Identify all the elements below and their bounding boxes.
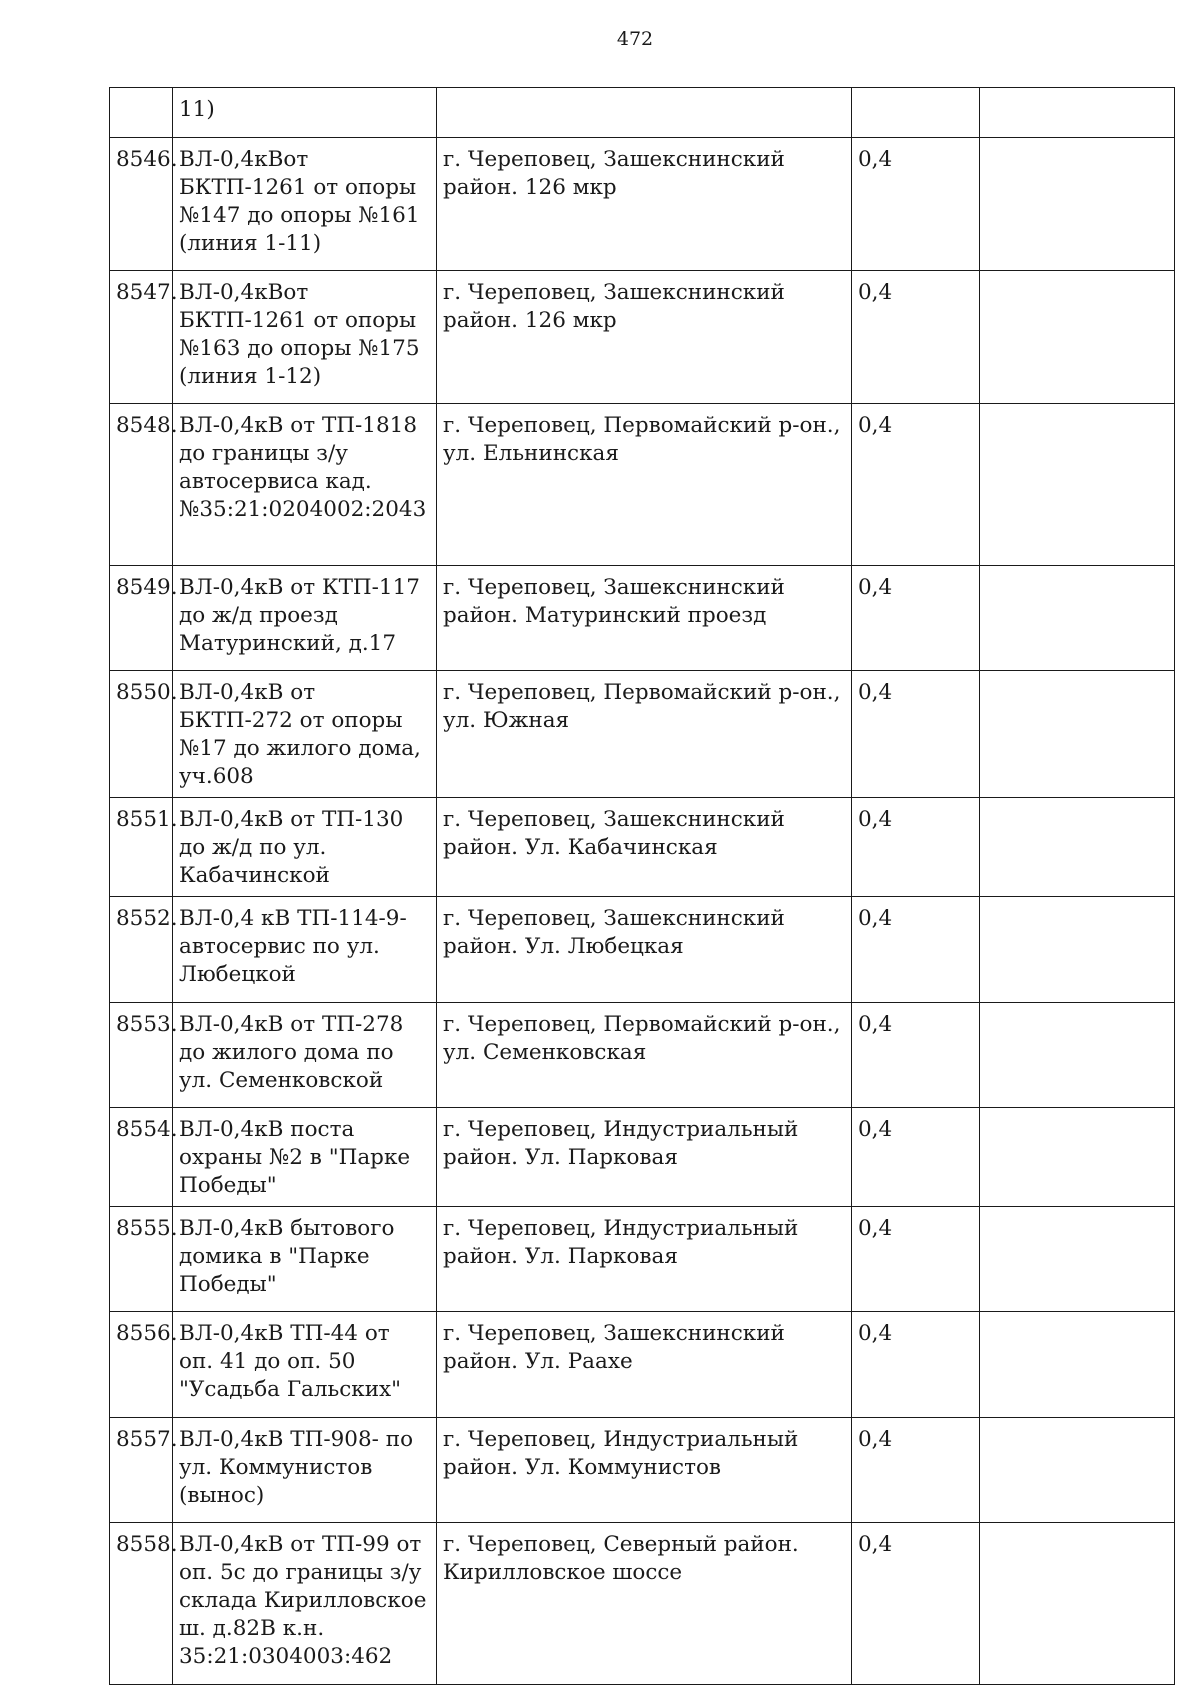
row-number: 8547. [110,271,173,404]
line-address: г. Череповец, Северный район. Кирилловское шоссе [437,1523,852,1685]
line-address: г. Череповец, Зашекснинский район. 126 мкр [437,271,852,404]
line-address: г. Череповец, Зашекснинский район. Матуринский проезд [437,566,852,671]
row-number: 8552. [110,897,173,1003]
extra-cell [980,1523,1175,1685]
row-number: 8554. [110,1108,173,1207]
line-name: ВЛ-0,4кВ бытового домика в "Парке Победы" [173,1207,437,1312]
extra-cell [980,1207,1175,1312]
extra-cell [980,271,1175,404]
extra-cell [980,566,1175,671]
row-number: 8549. [110,566,173,671]
row-number [110,88,173,138]
extra-cell [980,404,1175,566]
table-row [110,88,1175,138]
extra-cell [980,1108,1175,1207]
line-address: г. Череповец, Зашекснинский район. Ул. Кабачинская [437,798,852,897]
table-row [110,1207,1175,1312]
line-voltage: 0,4 [852,897,980,1003]
line-address: г. Череповец, Зашекснинский район. 126 мкр [437,138,852,271]
line-name: ВЛ-0,4кВ от БКТП-272 от опоры №17 до жилого дома, уч.608 [173,671,437,798]
line-voltage: 0,4 [852,1523,980,1685]
line-name: ВЛ-0,4кВ поста охраны №2 в "Парке Победы" [173,1108,437,1207]
line-address: г. Череповец, Индустриальный район. Ул. Коммунистов [437,1418,852,1523]
extra-cell [980,138,1175,271]
table-row [110,566,1175,671]
line-name: ВЛ-0,4кВ ТП-44 от оп. 41 до оп. 50 "Усадьба Гальских" [173,1312,437,1418]
line-name: ВЛ-0,4кВ от ТП-1818 до границы з/у автосервиса кад.№35:21:0204002:2043 [173,404,437,566]
table-row [110,1523,1175,1685]
line-name: ВЛ-0,4кВ от КТП-117 до ж/д проезд Матуринский, д.17 [173,566,437,671]
line-name: ВЛ-0,4кВ ТП-908- по ул. Коммунистов (вынос) [173,1418,437,1523]
line-name: ВЛ-0,4кВот БКТП-1261 от опоры №163 до опоры №175 (линия 1-12) [173,271,437,404]
line-voltage: 0,4 [852,1108,980,1207]
row-number: 8551. [110,798,173,897]
row-number: 8556. [110,1312,173,1418]
page-number: 472 [616,28,654,50]
table-row [110,897,1175,1003]
line-voltage: 0,4 [852,671,980,798]
line-voltage: 0,4 [852,138,980,271]
line-address: г. Череповец, Первомайский р-он., ул. Ельнинская [437,404,852,566]
extra-cell [980,1003,1175,1108]
table-row [110,798,1175,897]
table-row [110,671,1175,798]
line-voltage [852,88,980,138]
extra-cell [980,798,1175,897]
line-voltage: 0,4 [852,798,980,897]
table-row [110,1312,1175,1418]
line-address: г. Череповец, Зашекснинский район. Ул. Раахе [437,1312,852,1418]
line-name: ВЛ-0,4кВ от ТП-130 до ж/д по ул. Кабачинской [173,798,437,897]
line-name: ВЛ-0,4 кВ ТП-114-9-автосервис по ул. Любецкой [173,897,437,1003]
extra-cell [980,1312,1175,1418]
table-row [110,1108,1175,1207]
line-address: г. Череповец, Зашекснинский район. Ул. Любецкая [437,897,852,1003]
line-name: ВЛ-0,4кВ от ТП-278 до жилого дома по ул. Семенковской [173,1003,437,1108]
extra-cell [980,88,1175,138]
line-voltage: 0,4 [852,566,980,671]
extra-cell [980,1418,1175,1523]
line-voltage: 0,4 [852,1207,980,1312]
line-voltage: 0,4 [852,1312,980,1418]
row-number: 8555. [110,1207,173,1312]
line-address: г. Череповец, Первомайский р-он., ул. Семенковская [437,1003,852,1108]
line-address: г. Череповец, Первомайский р-он., ул. Южная [437,671,852,798]
line-name: ВЛ-0,4кВ от ТП-99 от оп. 5с до границы з/у склада Кирилловское ш. д.82В к.н. 35:21:0304003:462 [173,1523,437,1685]
line-address: г. Череповец, Индустриальный район. Ул. Парковая [437,1108,852,1207]
table-row [110,271,1175,404]
line-voltage: 0,4 [852,1003,980,1108]
extra-cell [980,671,1175,798]
line-voltage: 0,4 [852,1418,980,1523]
row-number: 8548. [110,404,173,566]
table-row [110,138,1175,271]
row-number: 8558. [110,1523,173,1685]
row-number: 8550. [110,671,173,798]
line-name: 11) [173,88,437,138]
extra-cell [980,897,1175,1003]
registry-table-body [110,88,1175,1685]
line-name: ВЛ-0,4кВот БКТП-1261 от опоры №147 до опоры №161 (линия 1-11) [173,138,437,271]
line-address: г. Череповец, Индустриальный район. Ул. Парковая [437,1207,852,1312]
table-row [110,1418,1175,1523]
table-row [110,1003,1175,1108]
row-number: 8546. [110,138,173,271]
row-number: 8557. [110,1418,173,1523]
line-address [437,88,852,138]
line-voltage: 0,4 [852,271,980,404]
line-voltage: 0,4 [852,404,980,566]
table-row [110,404,1175,566]
registry-table [109,87,1175,1685]
row-number: 8553. [110,1003,173,1108]
